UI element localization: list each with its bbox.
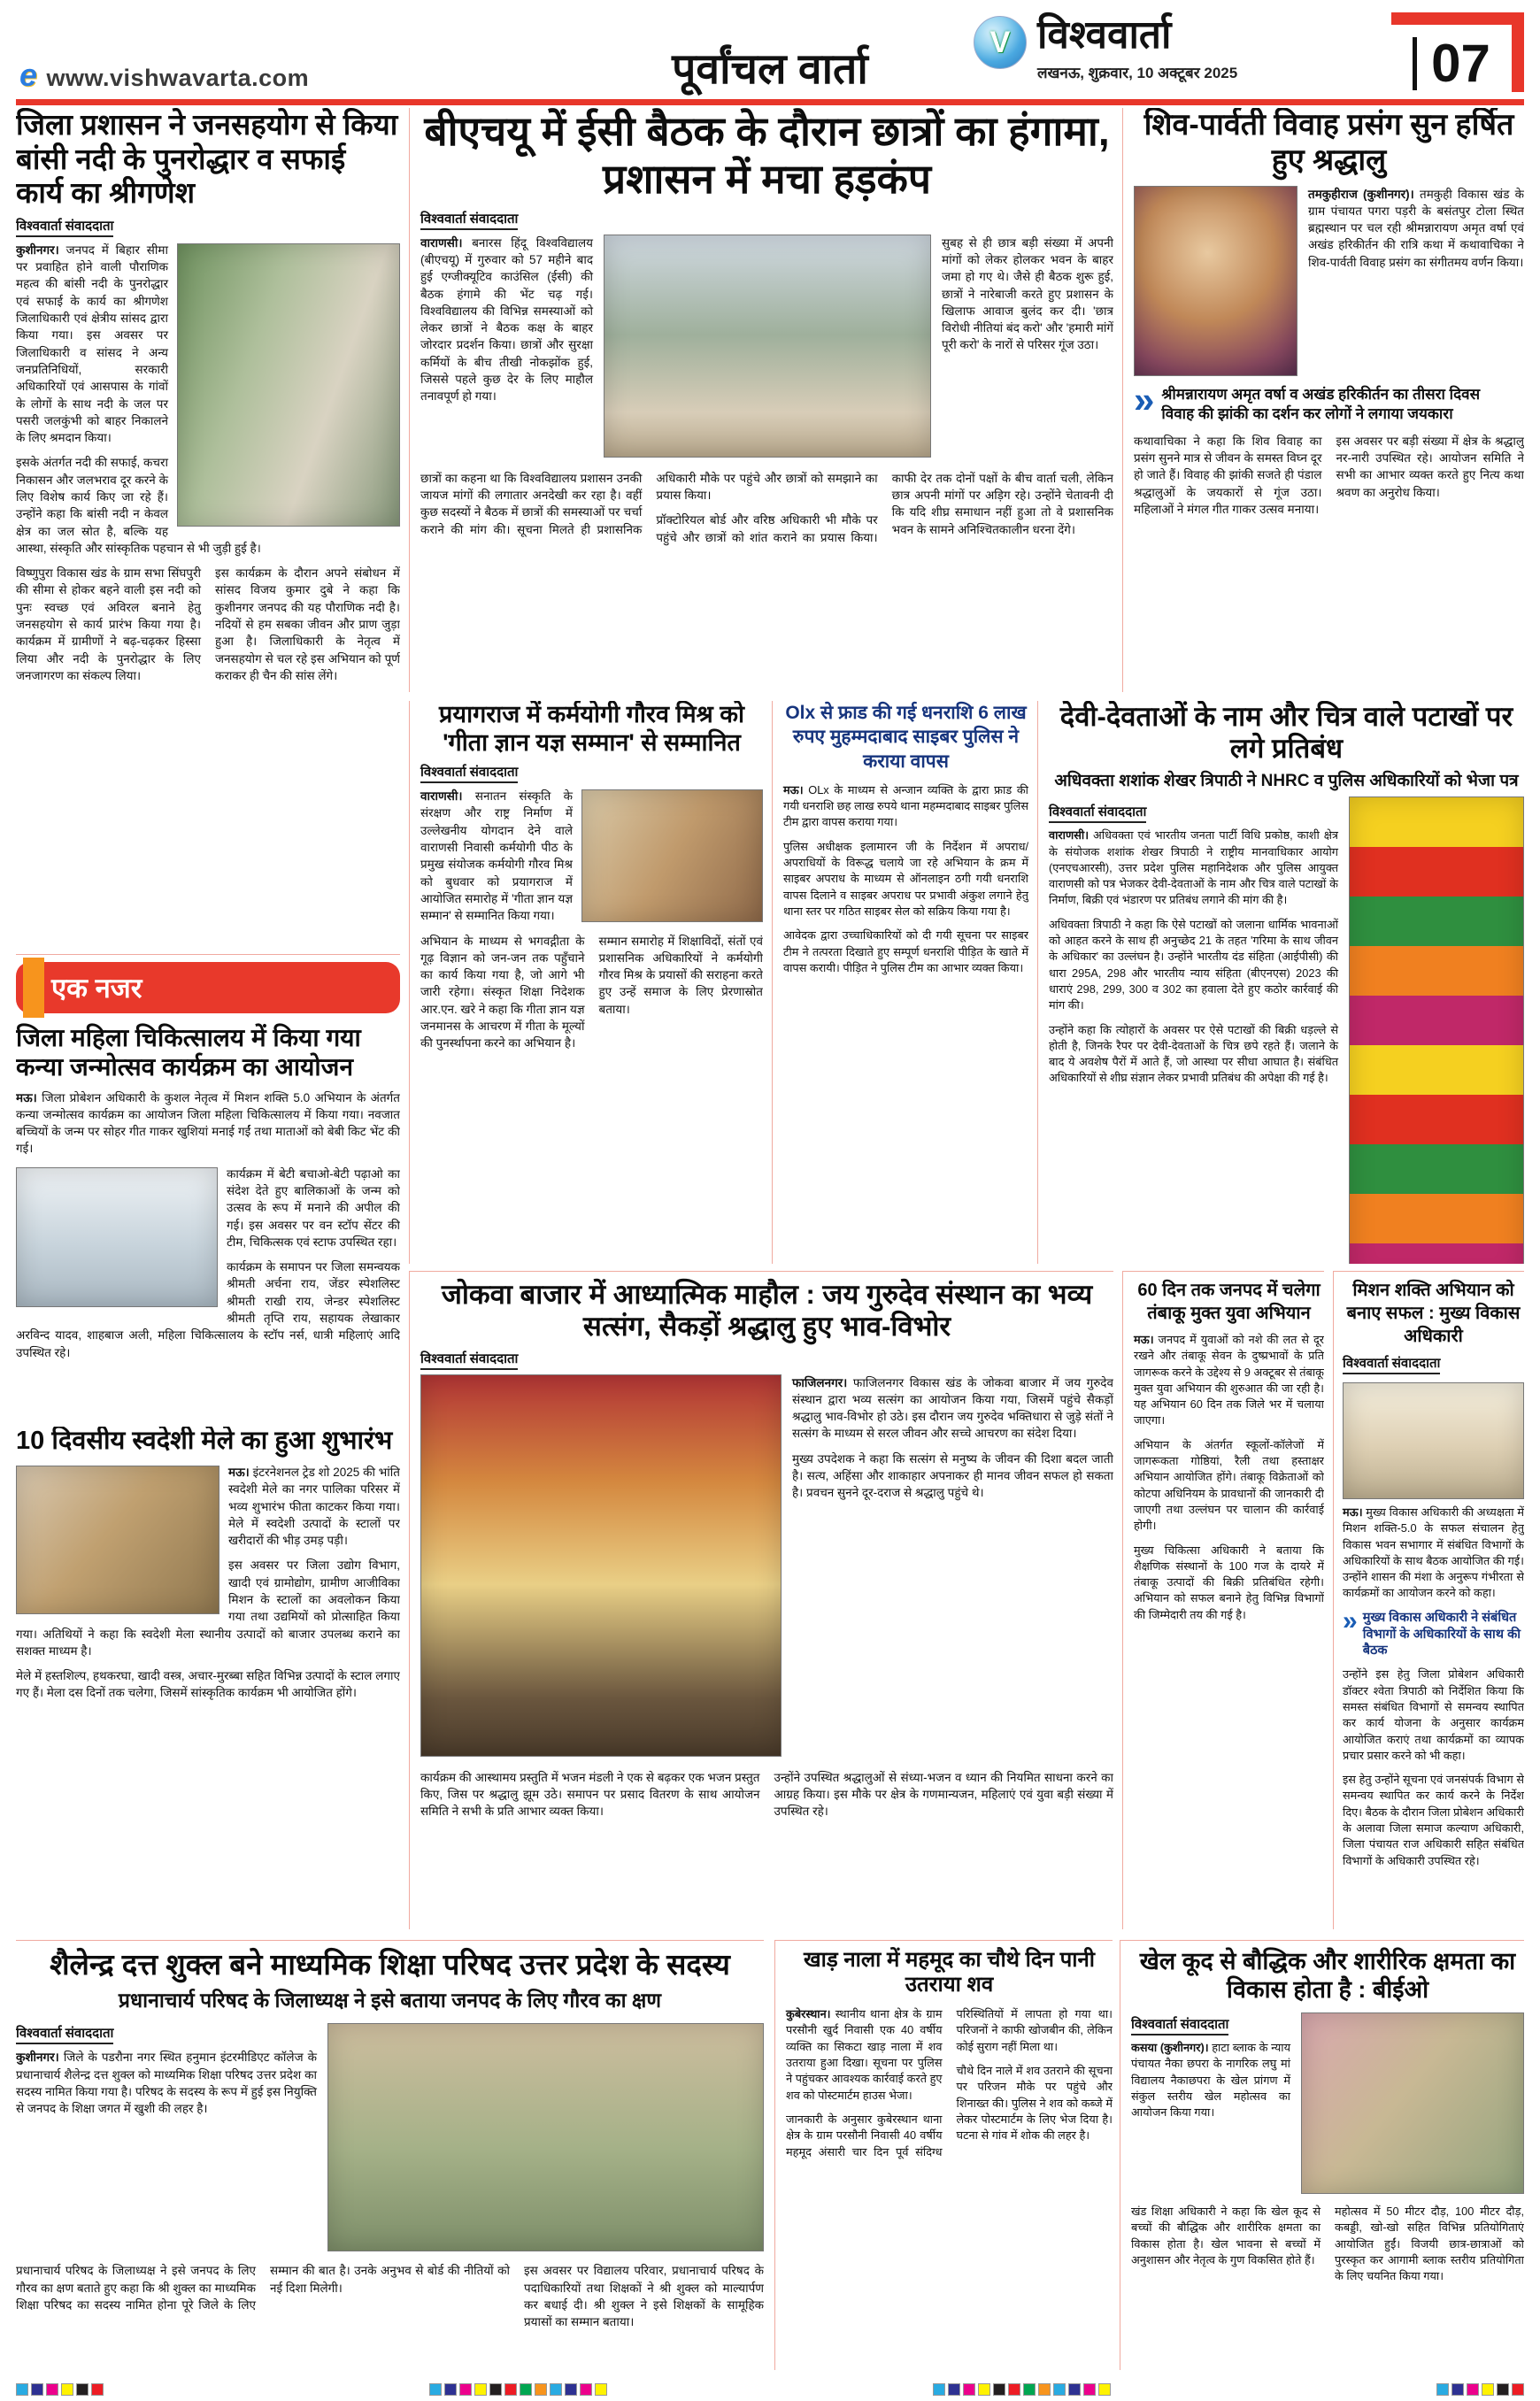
paragraph: उन्होंने कहा कि त्योहारों के अवसर पर ऐसे पटाखों की बिक्री धड़ल्ले से होती है, जिनके रैपर पर देवी-देवताओं के चित्र छपे रहते हैं। जलाने के बाद ये अवशेष पैरों में आते हैं, जो आस्था पर सीधा आघात है। संबंधित अधिकारियों से शीघ्र संज्ञान लेकर प्रभावी प्रतिबंध की अपेक्षा की गई है। [1049, 1022, 1338, 1085]
paragraph: फाजिलनगर विकास खंड के जोकवा बाजार में जय गुरुदेव संस्थान द्वारा भव्य सत्संग का आयोजन किया गया, जिसमें पहुंचे सैकड़ों श्रद्धालु भाव-विभोर हो उठे। इस दौरान जय गुरुदेव भक्तिधारा से जुड़े संतों ने सत्संग के माध्यम से सरल जीवन और सच्चे आचरण का संदेश दिया। [792, 1375, 1113, 1441]
paragraph: महोत्सव में 50 मीटर दौड़, 100 मीटर दौड़, कबड्डी, खो-खो सहित विभिन्न प्रतियोगिताएं आयोजित हुईं। विजयी छात्र-छात्राओं को पुरस्कृत कर आगामी ब्लाक स्तरीय प्रतियोगिता के लिए चयनित किया गया। [1335, 2205, 1524, 2283]
subheadline: अधिवक्ता शशांक शेखर त्रिपाठी ने NHRC व पुलिस अधिकारियों को भेजा पत्र [1054, 771, 1519, 790]
paragraph: OLx के माध्यम से अन्जान व्यक्ति के द्वारा फ्राड की गयी धनराशि छह लाख रुपये थाना महम्मदाबाद साइबर पुलिस टीम द्वारा वापस कराया गया। [783, 782, 1028, 829]
dateline-location: मऊ। [783, 782, 804, 796]
byline: विश्ववार्ता संवाददाता [420, 763, 518, 783]
article-photo-mela-inauguration [16, 1466, 219, 1614]
double-chevron-icon: » [1134, 378, 1155, 420]
dateline-location: कुबेरस्थान। [786, 2007, 831, 2021]
headline: जिला महिला चिकित्सालय में किया गया कन्या जन्मोत्सव कार्यक्रम का आयोजन [16, 1024, 361, 1081]
headline: खेल कूद से बौद्धिक और शारीरिक क्षमता का विकास होता है : बीईओ [1139, 1948, 1516, 2003]
article-photo-river-shramdaan [177, 243, 400, 527]
paragraph: उन्होंने इस हेतु जिला प्रोबेशन अधिकारी डॉक्टर श्वेता त्रिपाठी को निर्देशित किया कि समस्त संबंधित विभागों से समन्वय स्थापित कर कार्य योजना के अनुसार कार्यक्रम आयोजित कराएं तथा कार्यक्रमों का व्यापक प्रचार प्रसार करने को भी कहा। [1343, 1667, 1524, 1762]
headline: शैलेन्द्र दत्त शुक्ल बने माध्यमिक शिक्षा परिषद उत्तर प्रदेश के सदस्य [50, 1948, 730, 1981]
page-number: 07 [1413, 37, 1490, 90]
paragraph: मुख्य उपदेशक ने कहा कि सत्संग से मनुष्य के जीवन की दिशा बदल जाती है। सत्य, अहिंसा और शाकाहार अपनाकर ही मानव जीवन सफल हो सकता है। प्रवचन सुनने दूर-दराज से श्रद्धालु पहुंचे थे। [792, 1451, 1113, 1500]
paragraph: पुलिस अधीक्षक इलामारन जी के निर्देशन में अपराध/अपराधियों के विरूद्ध चलाये जा रहे अभियान के क्रम में साइबर अपराध के माध्यम से ऑनलाइन ठगी गयी धनराशि वापस दिलाने व साइबर अपराध पर प्रभावी अंकुश लगाने हेतु थाना स्तर पर गठित साइबर सेल को सक्रिय किया गया है। [783, 839, 1028, 918]
paragraph: चौथे दिन नाले में शव उतराने की सूचना पर परिजन मौके पर पहुंचे और शिनाख्त की। पुलिस ने शव को कब्जे में लेकर पोस्टमार्टम के लिए भेज दिया है। घटना से गांव में शोक की लहर है। [956, 2064, 1113, 2143]
byline: विश्ववार्ता संवाददाता [16, 2024, 113, 2044]
paragraph: कार्यक्रम में बेटी बचाओ-बेटी पढ़ाओ का संदेश देते हुए बालिकाओं के जन्म को उत्सव के रूप में मनाने की अपील की गई। इस अवसर पर वन स्टॉप सेंटर की टीम, चिकित्सक एवं स्टाफ उपस्थित रहा। [227, 1166, 400, 1249]
dateline-location: वाराणसी। [420, 789, 463, 804]
paragraph: अधिवक्ता एवं भारतीय जनता पार्टी विधि प्रकोष्ठ, काशी क्षेत्र के संयोजक शशांक शेखर त्रिपाठी ने राष्ट्रीय मानवाधिकार आयोग (एनएचआरसी), उत्तर प्रदेश पुलिस महानिदेशक और पुलिस आयुक्त वाराणसी को पत्र भेजकर देवी-देवताओं के नाम और चित्र वाले पटाखों के निर्माण, बिक्री एवं भंडारण पर प्रतिबंध लगाने की मांग की है। [1049, 828, 1338, 907]
byline: विश्ववार्ता संवाददाता [1049, 803, 1146, 823]
dateline-location: फाजिलनगर। [792, 1375, 848, 1389]
quote-line: विवाह की झांकी का दर्शन कर लोगों ने लगाया जयकारा [1161, 404, 1453, 422]
paragraph: अभियान के अंतर्गत स्कूलों-कॉलेजों में जागरूकता गोष्ठियां, रैली तथा हस्ताक्षर अभियान आयोजित होंगे। तंबाकू विक्रेताओं को कोटपा अधिनियम के प्रावधानों की जानकारी दी जाएगी तथा उल्लंघन पर चालान की कार्रवाई होगी। [1134, 1437, 1324, 1533]
headline: Olx से फ्राड की गई धनराशि 6 लाख रुपए मुहम्मदाबाद साइबर पुलिस ने कराया वापस [785, 703, 1027, 772]
dateline-location: कसया (कुशीनगर)। [1131, 2041, 1209, 2055]
paragraph: इस हेतु उन्होंने सूचना एवं जनसंपर्क विभाग से समन्वय स्थापित कर कार्य करने के निर्देश दिए। बैठक के दौरान जिला प्रोबेशन अधिकारी के अलावा जिला समाज कल्याण अधिकारी, जिला पंचायत राज अधिकारी सहित संबंधित विभागों के अधिकारी उपस्थित रहे। [1343, 1773, 1524, 1867]
article-khel-mahotsav [1120, 1940, 1524, 2370]
article-photo-kathavachika [1134, 186, 1297, 376]
ek-najar-label: एक नजर [51, 973, 142, 1004]
article-mission-shakti-meeting [1333, 1271, 1524, 1929]
section-title: पूर्वांचल वार्ता [672, 46, 868, 93]
headline: जिला प्रशासन ने जनसहयोग से किया बांसी नदी के पुनरोद्धार व सफाई कार्य का श्रीगणेश [16, 108, 398, 210]
article-firecracker-ban [1037, 701, 1524, 1264]
header-rule [16, 99, 1524, 105]
article-shailendra-shukla [16, 1940, 764, 2370]
article-tobacco-free-campaign [1122, 1271, 1324, 1929]
byline: विश्ववार्ता संवाददाता [1131, 2015, 1228, 2035]
paragraph: जानकारी के अनुसार कुबेरस्थान थाना क्षेत्र के ग्राम परसौनी निवासी 40 वर्षीय महमूद अंसारी चार दिन पूर्व संदिग्ध परिस्थितियों में लापता हो गया था। परिजनों ने काफी खोजबीन की, लेकिन कोई सुराग नहीं मिला था। [786, 2007, 1113, 2159]
headline: 60 दिन तक जनपद में चलेगा तंबाकू मुक्त युवा अभियान [1137, 1281, 1321, 1323]
headline: शिव-पार्वती विवाह प्रसंग सुन हर्षित हुए श्रद्धालु [1143, 108, 1514, 177]
paragraph: जनपद में युवाओं को नशे की लत से दूर रखने और तंबाकू सेवन के दुष्प्रभावों के प्रति जागरूक करने के उद्देश्य से 9 अक्टूबर से तंबाकू मुक्त युवा अभियान की शुरुआत की जा रही है। यह अभियान 60 दिन तक जिले भर में चलाया जाएगा। [1134, 1333, 1324, 1428]
masthead [974, 13, 1238, 82]
paragraph: इसके अंतर्गत नदी की सफाई, कचरा निकासन और जलभराव दूर करने के लिए विशेष कार्य किए जा रहे हैं। उन्होंने कहा कि बांसी नदी न केवल क्षेत्र का जल स्रोत है, बल्कि यह आस्था, संस्कृति और सांस्कृतिक पहचान से भी जुड़ी हुई है। [16, 456, 261, 555]
page-number-box [1391, 12, 1524, 92]
headline: प्रयागराज में कर्मयोगी गौरव मिश्र को 'गीता ज्ञान यज्ञ सम्मान' से सम्मानित [439, 701, 744, 756]
article-shiv-parvati-katha [1122, 108, 1524, 692]
paragraph: बनारस हिंदू विश्वविद्यालय (बीएचयू) में गुरुवार को 57 महीने बाद हुई एग्जीक्यूटिव काउंसिल (ईसी) की बैठक हंगामे की भेंट चढ़ गई। विश्वविद्यालय की विभिन्न समस्याओं को लेकर छात्रों ने बैठक कक्ष के बाहर जोरदार प्रदर्शन किया। छात्रों और सुरक्षा कर्मियों के बीच तीखी नोकझोंक हुई, जिससे पहले कुछ देर के लिए माहौल तनावपूर्ण हो गया। [420, 235, 593, 404]
dateline-location: मऊ। [1134, 1333, 1154, 1346]
article-swadeshi-mela [16, 1427, 400, 1933]
article-bhu-ec-meeting [409, 108, 1113, 692]
byline: विश्ववार्ता संवाददाता [1343, 1354, 1440, 1374]
paragraph: इस अवसर पर विद्यालय परिवार, प्रधानाचार्य परिषद के पदाधिकारियों तथा शिक्षकों ने श्री शुक्ल को माल्यार्पण कर बधाई दी। श्री शुक्ल ने इसे शिक्षकों के सामूहिक प्रयासों का सम्मान बताया। [524, 2264, 764, 2329]
article-photo-firecracker-shelves [1349, 796, 1524, 1264]
paragraph: हाटा ब्लाक के न्याय पंचायत नैका छपरा के नागरिक लघु मां विद्यालय नैकाछपरा के खेल प्रांगण में संकुल स्तरीय खेल महोत्सव का आयोजन किया गया। [1131, 2041, 1291, 2120]
masthead-title: विश्ववार्ता [1037, 13, 1172, 57]
paragraph: कार्यक्रम की आस्थामय प्रस्तुति में भजन मंडली ने एक से बढ़कर एक भजन प्रस्तुत किए, जिस पर श्रद्धालु झूम उठे। समापन पर प्रसाद वितरण के साथ आयोजन समिति ने सभी के प्रति आभार व्यक्त किया। [420, 1770, 760, 1819]
article-jokwa-satsang [409, 1271, 1113, 1929]
website-line [19, 57, 309, 94]
dateline-location: मऊ। [16, 1090, 37, 1104]
page-header [16, 12, 1524, 96]
vishwavarta-globe-logo [974, 16, 1027, 69]
headline: मिशन शक्ति अभियान को बनाए सफल : मुख्य विकास अधिकारी [1346, 1281, 1521, 1346]
article-bansi-river [16, 108, 400, 947]
quote-line: मुख्य विकास अधिकारी ने संबंधित विभागों के अधिकारियों के साथ की बैठक [1362, 1610, 1521, 1658]
paragraph: जनपद में बिहार सीमा पर प्रवाहित होने वाली पौराणिक महत्व की बांसी नदी के पुनरोद्धार एवं सफाई के कार्य का श्रीगणेश जिलाधिकारी एवं क्षेत्रीय सांसद द्वारा किया गया। इस अवसर पर जिलाधिकारी व सांसद ने अन्य जनप्रतिनिधियों, सरकारी अधिकारियों एवं आसपास के गांवों के लोगों के साथ नदी के जल पर पसरी जलकुंभी को बाहर निकालने के लिए श्रमदान किया। [16, 242, 168, 445]
paragraph: स्थानीय थाना क्षेत्र के ग्राम परसौनी खुर्द निवासी एक 40 वर्षीय व्यक्ति का सिकटा खाड़ नाला में शव उतराया हुआ दिखा। सूचना पर पुलिस ने पहुंचकर आवश्यक कार्रवाई करते हुए शव को पोस्टमार्टम हाउस भेजा। [786, 2007, 943, 2102]
quote-line: श्रीमन्नारायण अमृत वर्षा व अखंड हरिकीर्तन का तीसरा दिवस [1161, 385, 1481, 403]
paragraph: इंटरनेशनल ट्रेड शो 2025 की भांति स्वदेशी मेले का नगर पालिका परिसर में भव्य शुभारंभ फीता काटकर किया गया। मेले में स्वदेशी उत्पादों के स्टालों पर खरीदारों की भीड़ उमड़ पड़ी। [228, 1465, 400, 1548]
paragraph: मुख्य चिकित्सा अधिकारी ने बताया कि शैक्षणिक संस्थानों के 100 गज के दायरे में तंबाकू उत्पादों की बिक्री प्रतिबंधित रहेगी। अभियान को सफल बनाने हेतु विभिन्न विभागों की जिम्मेदारी तय की गई है। [1134, 1543, 1324, 1621]
byline: विश्ववार्ता संवाददाता [420, 1350, 518, 1370]
browser-e-icon: e [19, 57, 38, 93]
paragraph: खंड शिक्षा अधिकारी ने कहा कि खेल कूद से बच्चों की बौद्धिक और शारीरिक क्षमता का विकास होता है। खेल भावना से बच्चों में अनुशासन और नेतृत्व के गुण विकसित होते हैं। [1131, 2205, 1321, 2267]
paragraph: सनातन संस्कृति के संरक्षण और राष्ट्र निर्माण में उल्लेखनीय योगदान देने वाले वाराणसी निवासी कर्मयोगी पीठ के प्रमुख संयोजक कर्मयोगी गौरव मिश्र को बुधवार को प्रयागराज में आयोजित समारोह में 'गीता ज्ञान यज्ञ सम्मान' से सम्मानित किया गया। [420, 789, 573, 923]
byline: विश्ववार्ता संवाददाता [420, 210, 518, 230]
paragraph: इस अवसर पर बड़ी संख्या में क्षेत्र के श्रद्धालु नर-नारी उपस्थित रहे। आयोजन समिति ने सभी का आभार व्यक्त करते हुए नित्य कथा श्रवण का अनुरोध किया। [1336, 434, 1524, 499]
paragraph: प्रॉक्टोरियल बोर्ड और वरिष्ठ अधिकारी भी मौके पर पहुंचे और छात्रों को शांत कराने का प्रयास किया। काफी देर तक दोनों पक्षों के बीच वार्ता चली, लेकिन छात्र अपनी मांगों पर अड़िग रहे। उन्होंने चेतावनी दी कि यदि शीघ्र समाधान नहीं हुआ तो वे प्रशासनिक भवन के सामने अनिश्चितकालीन धरना देंगे। [656, 471, 1113, 544]
headline: खाड़ नाला में महमूद का चौथे दिन पानी उतराया शव [803, 1948, 1096, 1997]
paragraph: आवेदक द्वारा उच्चाधिकारियों को दी गयी सूचना पर साइबर टीम ने तत्परता दिखाते हुए सम्पूर्ण धनराशि पीड़ित के खाते में वापस करायी। पीड़ित ने पुलिस टीम का आभार व्यक्त किया। [783, 928, 1028, 974]
ek-najar-orange-tab [23, 958, 44, 1018]
byline: विश्ववार्ता संवाददाता [16, 217, 113, 237]
dateline-location: मऊ। [1343, 1505, 1363, 1519]
dateline-location: वाराणसी। [420, 235, 463, 250]
article-photo-hospital-event [16, 1167, 218, 1307]
article-photo-meeting-hall [1343, 1382, 1524, 1499]
paragraph: मुख्य विकास अधिकारी की अध्यक्षता में मिशन शक्ति-5.0 के सफल संचालन हेतु विकास भवन सभागार में संबंधित विभागों के अधिकारियों के साथ बैठक आयोजित की गई। उन्होंने शासन की मंशा के अनुरूप गंभीरता से कार्यक्रमों का आयोजन करने को कहा। [1343, 1505, 1524, 1600]
paragraph: तमकुही विकास खंड के ग्राम पंचायत पगरा पड़री के बसंतपुर टोला स्थित ब्रह्मस्थान पर चल रही श्रीमन्नारायण अमृत वर्षा एवं अखंड हरिकीर्तन की रात्रि कथा में कथावाचिका ने शिव-पार्वती विवाह प्रसंग का संगीतमय वर्णन किया। [1308, 187, 1524, 269]
paragraph: अधिवक्ता त्रिपाठी ने कहा कि ऐसे पटाखों को जलाना धार्मिक भावनाओं को आहत करने के साथ ही अनुच्छेद 21 के तहत 'गरिमा के साथ जीवन के अधिकार' का उल्लंघन है। उन्होंने भारतीय दंड संहिता (आईपीसी) की धारा 295A, 298 और भारतीय न्याय संहिता (बीएनएस) 2023 की धाराएं 298, 299, 300 व 302 का हवाला देते हुए कठोर कार्रवाई की मांग की। [1049, 917, 1338, 1012]
article-gaurav-mishra-sammaan [409, 701, 763, 1264]
dateline-location: कुशीनगर। [16, 242, 59, 257]
paragraph: कथावाचिका ने कहा कि शिव विवाह का प्रसंग सुनने मात्र से जीवन के समस्त विघ्न दूर हो जाते हैं। विवाह की झांकी सजते ही पंडाल श्रद्धालुओं के जयकारों से गूंज उठा। महिलाओं ने मंगल गीत गाकर उत्सव मनाया। [1134, 434, 1322, 516]
article-photo-award-ceremony [581, 789, 763, 922]
paragraph: छात्रों का कहना था कि विश्वविद्यालय प्रशासन उनकी जायज मांगों की लगातार अनदेखी कर रहा है। वहीं कुछ सदस्यों ने बैठक में छात्रों की समस्याओं पर चर्चा कराने की मांग की। सूचना मिलते ही प्रशासनिक अधिकारी मौके पर पहुंचे और छात्रों को समझाने का प्रयास किया। [420, 471, 878, 536]
pull-quote [1343, 1605, 1524, 1660]
paragraph: इस अवसर पर जिला उद्योग विभाग, खादी एवं ग्रामोद्योग, ग्रामीण आजीविका मिशन के स्टालों का अवलोकन किया गया तथा उद्यमियों को प्रोत्साहित किया गया। अतिथियों ने कहा कि स्वदेशी मेला स्थानीय उत्पादों को बाजार उपलब्ध कराने का सशक्त माध्यम है। [16, 1558, 400, 1658]
dateline-location: वाराणसी। [1049, 828, 1090, 843]
paragraph: जिले के पडरौना नगर स्थित हनुमान इंटरमीडिएट कॉलेज के प्रधानाचार्य शैलेन्द्र दत्त शुक्ल को माध्यमिक शिक्षा परिषद उत्तर प्रदेश का सदस्य नामित किया गया है। परिषद के सदस्य के रूप में हुई इस नियुक्ति से जनपद के शिक्षा जगत में खुशी की लहर है। [16, 2051, 317, 2116]
article-khad-nala-body [774, 1940, 1113, 2370]
dateline-location: मऊ। [228, 1465, 250, 1479]
article-olx-cyber-refund [772, 701, 1028, 1264]
paragraph: मेले में हस्तशिल्प, हथकरघा, खादी वस्त्र, अचार-मुरब्बा सहित विभिन्न उत्पादों के स्टाल लगाए गए हैं। मेला दस दिनों तक चलेगा, जिसमें सांस्कृतिक कार्यक्रम भी आयोजित होंगे। [16, 1669, 400, 1700]
headline: बीएचयू में ईसी बैठक के दौरान छात्रों का हंगामा, प्रशासन में मचा हड़कंप [424, 108, 1110, 202]
footer-colorbars [16, 2382, 1524, 2396]
dateline: लखनऊ, शुक्रवार, 10 अक्टूबर 2025 [1037, 65, 1238, 81]
paragraph: अभियान के माध्यम से भगवद्गीता के गूढ़ विज्ञान को जन-जन तक पहुँचाने का कार्य किया गया है, जो आगे भी जारी रहेगा। संस्कृत शिक्षा निदेशक आर.एन. खरे ने कहा कि गीता ज्ञान यज्ञ जनमानस के आचरण में गीता के मूल्यों की पुनर्स्थापना करने का अभियान है। [420, 934, 585, 1050]
dateline-location: तमकुहीराज (कुशीनगर)। [1308, 187, 1414, 201]
article-photo-group-felicitation [327, 2023, 764, 2251]
dateline-location: कुशीनगर। [16, 2051, 59, 2065]
paragraph: सुबह से ही छात्र बड़ी संख्या में अपनी मांगों को लेकर होलकर भवन के बाहर जमा हो गए थे। जैसे ही बैठक शुरू हुई, छात्रों ने नारेबाजी करते हुए प्रशासन के खिलाफ आवाज बुलंद कर दी। 'छात्र विरोधी नीतियां बंद करो' और 'हमारी मांगें पूरी करो' के नारों से परिसर गूंज उठा। [942, 235, 1113, 352]
paragraph: उन्होंने उपस्थित श्रद्धालुओं से संध्या-भजन व ध्यान की नियमित साधना करने का आग्रह किया। इस मौके पर क्षेत्र के गणमान्यजन, महिलाएं एवं युवा बड़ी संख्या में उपस्थित रहे। [774, 1770, 1113, 1819]
paragraph: सम्मान समारोह में शिक्षाविदों, संतों एवं प्रशासनिक अधिकारियों ने कर्मयोगी गौरव मिश्र के प्रयासों की सराहना करते हुए उन्हें समाज के लिए प्रेरणास्रोत बताया। [598, 934, 763, 1016]
headline: जोकवा बाजार में आध्यात्मिक माहौल : जय गुरुदेव संस्थान का भव्य सत्संग, सैकड़ों श्रद्धालु हुए भाव-विभोर [441, 1279, 1093, 1343]
double-chevron-icon: » [1343, 1605, 1358, 1635]
paragraph: विष्णुपुरा विकास खंड के ग्राम सभा सिंघपुरी की सीमा से होकर बहने वाली इस नदी को पुनः स्वच्छ एवं अविरल बनाने हेतु जनसहयोग से कार्य प्रारंभ किया गया है। कार्यक्रम में ग्रामीणों ने बढ़-चढ़कर हिस्सा लिया और नदी के पुनरोद्धार के लिए जनजागरण का संकल्प लिया। [16, 566, 201, 682]
paragraph: इस कार्यक्रम के दौरान अपने संबोधन में सांसद विजय कुमार दुबे ने कहा कि कुशीनगर जनपद की यह पौराणिक नदी है। नदियों से हम सबका जीवन और प्राण जुड़ा हुआ है। जिलाधिकारी के नेतृत्व में जनसहयोग से चल रहे इस अभियान को पूर्ण कराकर ही चैन की सांस लेंगे। [215, 566, 400, 682]
paragraph: प्रधानाचार्य परिषद के जिलाध्यक्ष ने इसे जनपद के लिए गौरव का क्षण बताते हुए कहा कि श्री शुक्ल का माध्यमिक शिक्षा परिषद का सदस्य नामित होना पूरे जिले के लिए सम्मान की बात है। उनके अनुभव से बोर्ड की नीतियों को नई दिशा मिलेगी। [16, 2264, 510, 2312]
article-photo-satsang-stage [420, 1374, 782, 1757]
website-url: www.vishwavarta.com [46, 65, 310, 91]
pull-quote [1134, 378, 1524, 424]
paragraph: जिला प्रोबेशन अधिकारी के कुशल नेतृत्व में मिशन शक्ति 5.0 अभियान के अंतर्गत कन्या जन्मोत्सव कार्यक्रम का आयोजन जिला महिला चिकित्सालय में किया गया। नवजात बच्चियों के जन्म पर सोहर गीत गाकर खुशियां मनाई गईं तथा माताओं को बेबी किट भेंट की गई। [16, 1090, 400, 1156]
article-photo-sports-event [1301, 2012, 1524, 2194]
paragraph: कार्यक्रम के समापन पर जिला समन्वयक श्रीमती अर्चना राय, जेंडर स्पेशलिस्ट श्रीमती राखी राय, जेन्डर स्पेशलिस्ट श्रीमती तृप्ति राय, सहायक लेखाकार अरविन्द यादव, शाहबाज अली, महिला चिकित्सालय के स्टॉप नर्स, धात्री महिलाएं आदि उपस्थित रहे। [16, 1260, 400, 1359]
headline: 10 दिवसीय स्वदेशी मेले का हुआ शुभारंभ [16, 1427, 393, 1455]
article-photo-bhu-campus [604, 235, 931, 458]
subheadline: प्रधानाचार्य परिषद के जिलाध्यक्ष ने इसे बताया जनपद के लिए गौरव का क्षण [118, 1988, 662, 2012]
section-ek-najar [16, 954, 400, 1427]
ek-najar-banner [16, 962, 400, 1013]
headline: देवी-देवताओं के नाम और चित्र वाले पटाखों पर लगे प्रतिबंध [1059, 701, 1513, 765]
